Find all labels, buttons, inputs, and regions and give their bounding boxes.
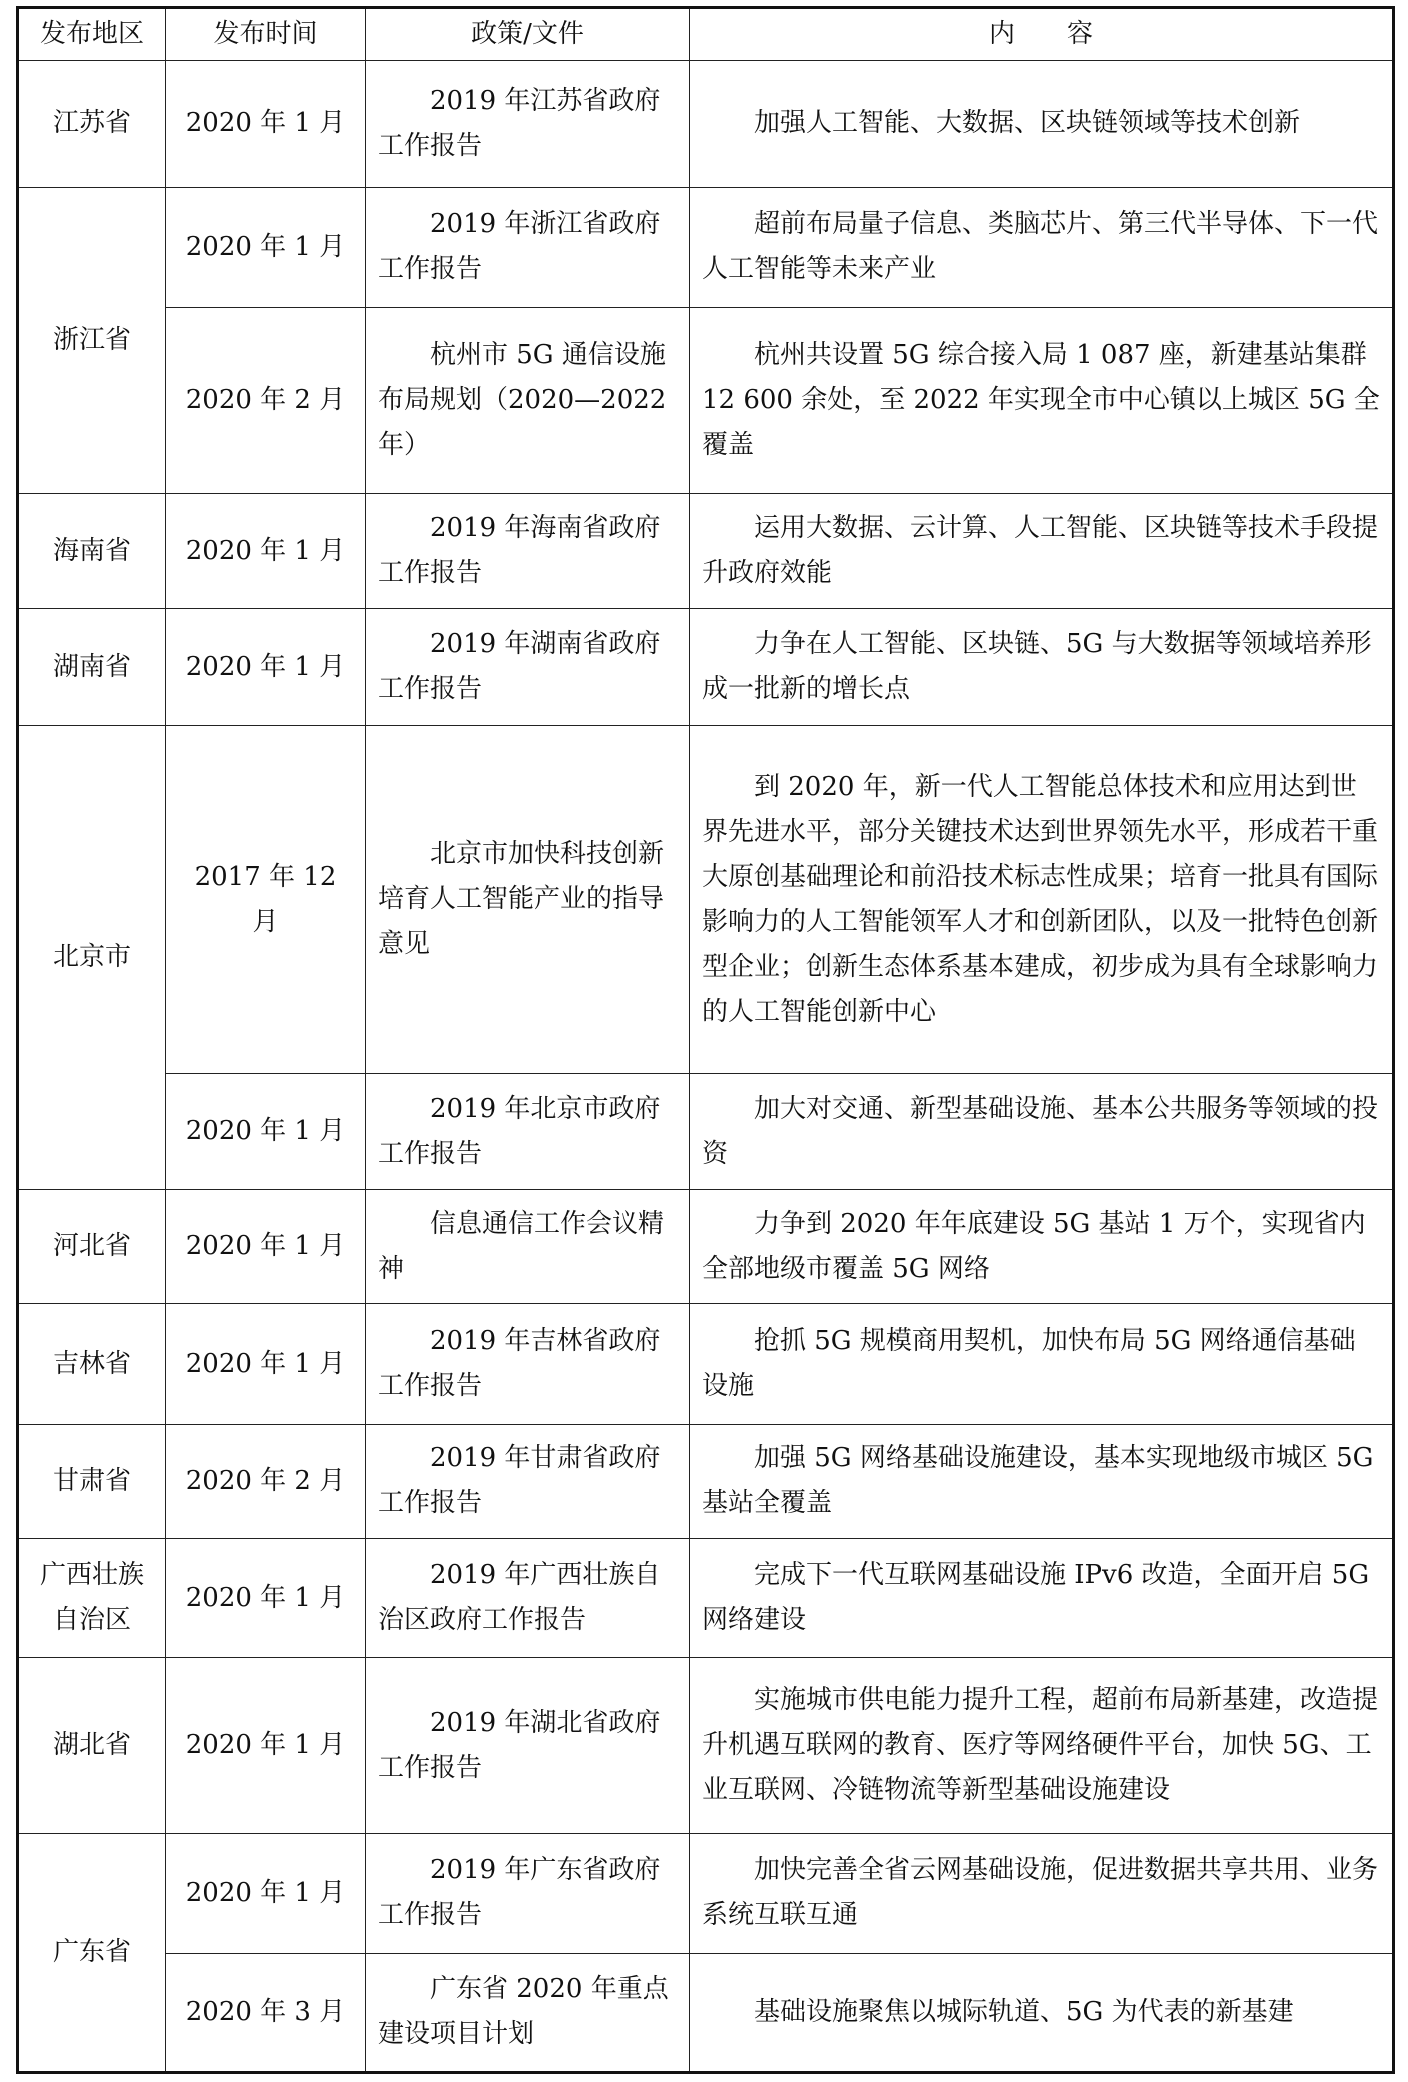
content-cell: 抢抓 5G 规模商用契机，加快布局 5G 网络通信基础设施 [690, 1304, 1394, 1425]
document-cell: 2019 年广西壮族自治区政府工作报告 [366, 1539, 690, 1658]
region-cell: 广东省 [18, 1834, 166, 2073]
table-row [18, 187, 1394, 308]
content-cell: 超前布局量子信息、类脑芯片、第三代半导体、下一代人工智能等未来产业 [690, 187, 1394, 308]
table-row [18, 1189, 1394, 1303]
content-cell: 力争到 2020 年年底建设 5G 基站 1 万个，实现省内全部地级市覆盖 5G 网络 [690, 1189, 1394, 1303]
policy-table [16, 6, 1395, 2074]
document-cell: 2019 年吉林省政府工作报告 [366, 1304, 690, 1425]
date-cell: 2020 年 3 月 [166, 1953, 366, 2072]
date-cell: 2020 年 1 月 [166, 1658, 366, 1834]
date-cell: 2020 年 1 月 [166, 1189, 366, 1303]
date-cell: 2020 年 1 月 [166, 493, 366, 609]
region-cell: 海南省 [18, 493, 166, 609]
table-row [18, 609, 1394, 726]
document-cell: 杭州市 5G 通信设施布局规划（2020—2022 年） [366, 308, 690, 494]
content-cell: 到 2020 年，新一代人工智能总体技术和应用达到世界先进水平，部分关键技术达到世界领先水平，形成若干重大原创基础理论和前沿技术标志性成果；培育一批具有国际影响力的人工智能领军人才和创新团队，以及一批特色创新型企业；创新生态体系基本建成，初步成为具有全球影响力的人工智能创新中心 [690, 726, 1394, 1074]
table-row [18, 1953, 1394, 2072]
header-region: 发布地区 [18, 8, 166, 61]
content-cell: 加强 5G 网络基础设施建设，基本实现地级市城区 5G 基站全覆盖 [690, 1424, 1394, 1538]
table-row [18, 1074, 1394, 1190]
header-date: 发布时间 [166, 8, 366, 61]
document-cell: 2019 年北京市政府工作报告 [366, 1074, 690, 1190]
content-cell: 完成下一代互联网基础设施 IPv6 改造，全面开启 5G 网络建设 [690, 1539, 1394, 1658]
content-cell: 基础设施聚焦以城际轨道、5G 为代表的新基建 [690, 1953, 1394, 2072]
date-cell: 2020 年 1 月 [166, 1539, 366, 1658]
region-cell: 吉林省 [18, 1304, 166, 1425]
date-cell: 2020 年 1 月 [166, 1074, 366, 1190]
document-cell: 广东省 2020 年重点建设项目计划 [366, 1953, 690, 2072]
document-cell: 2019 年甘肃省政府工作报告 [366, 1424, 690, 1538]
date-cell: 2020 年 1 月 [166, 1834, 366, 1953]
content-cell: 加强人工智能、大数据、区块链领域等技术创新 [690, 61, 1394, 188]
region-cell: 广西壮族自治区 [18, 1539, 166, 1658]
date-cell: 2020 年 2 月 [166, 1424, 366, 1538]
region-cell: 北京市 [18, 726, 166, 1190]
region-cell: 湖南省 [18, 609, 166, 726]
document-cell: 2019 年海南省政府工作报告 [366, 493, 690, 609]
date-cell: 2020 年 1 月 [166, 187, 366, 308]
document-cell: 北京市加快科技创新培育人工智能产业的指导意见 [366, 726, 690, 1074]
table-row [18, 1834, 1394, 1953]
date-cell: 2020 年 2 月 [166, 308, 366, 494]
document-cell: 2019 年浙江省政府工作报告 [366, 187, 690, 308]
region-cell: 甘肃省 [18, 1424, 166, 1538]
content-cell: 实施城市供电能力提升工程，超前布局新基建，改造提升机遇互联网的教育、医疗等网络硬件平台，加快 5G、工业互联网、冷链物流等新型基础设施建设 [690, 1658, 1394, 1834]
table-row [18, 1539, 1394, 1658]
table-row [18, 726, 1394, 1074]
table-row [18, 1424, 1394, 1538]
table-row [18, 308, 1394, 494]
document-cell: 2019 年湖南省政府工作报告 [366, 609, 690, 726]
region-cell: 浙江省 [18, 187, 166, 493]
content-cell: 加快完善全省云网基础设施，促进数据共享共用、业务系统互联互通 [690, 1834, 1394, 1953]
region-cell: 江苏省 [18, 61, 166, 188]
header-document: 政策/文件 [366, 8, 690, 61]
region-cell: 湖北省 [18, 1658, 166, 1834]
header-content: 内 容 [690, 8, 1394, 61]
region-cell: 河北省 [18, 1189, 166, 1303]
table-row [18, 61, 1394, 188]
document-cell: 2019 年广东省政府工作报告 [366, 1834, 690, 1953]
document-cell: 信息通信工作会议精神 [366, 1189, 690, 1303]
document-cell: 2019 年湖北省政府工作报告 [366, 1658, 690, 1834]
content-cell: 力争在人工智能、区块链、5G 与大数据等领域培养形成一批新的增长点 [690, 609, 1394, 726]
date-cell: 2020 年 1 月 [166, 609, 366, 726]
table-row [18, 493, 1394, 609]
content-cell: 杭州共设置 5G 综合接入局 1 087 座，新建基站集群 12 600 余处，至 2022 年实现全市中心镇以上城区 5G 全覆盖 [690, 308, 1394, 494]
document-cell: 2019 年江苏省政府工作报告 [366, 61, 690, 188]
header-row [18, 8, 1394, 61]
date-cell: 2020 年 1 月 [166, 61, 366, 188]
table-row [18, 1304, 1394, 1425]
content-cell: 加大对交通、新型基础设施、基本公共服务等领域的投资 [690, 1074, 1394, 1190]
date-cell: 2017 年 12 月 [166, 726, 366, 1074]
table-row [18, 1658, 1394, 1834]
content-cell: 运用大数据、云计算、人工智能、区块链等技术手段提升政府效能 [690, 493, 1394, 609]
date-cell: 2020 年 1 月 [166, 1304, 366, 1425]
